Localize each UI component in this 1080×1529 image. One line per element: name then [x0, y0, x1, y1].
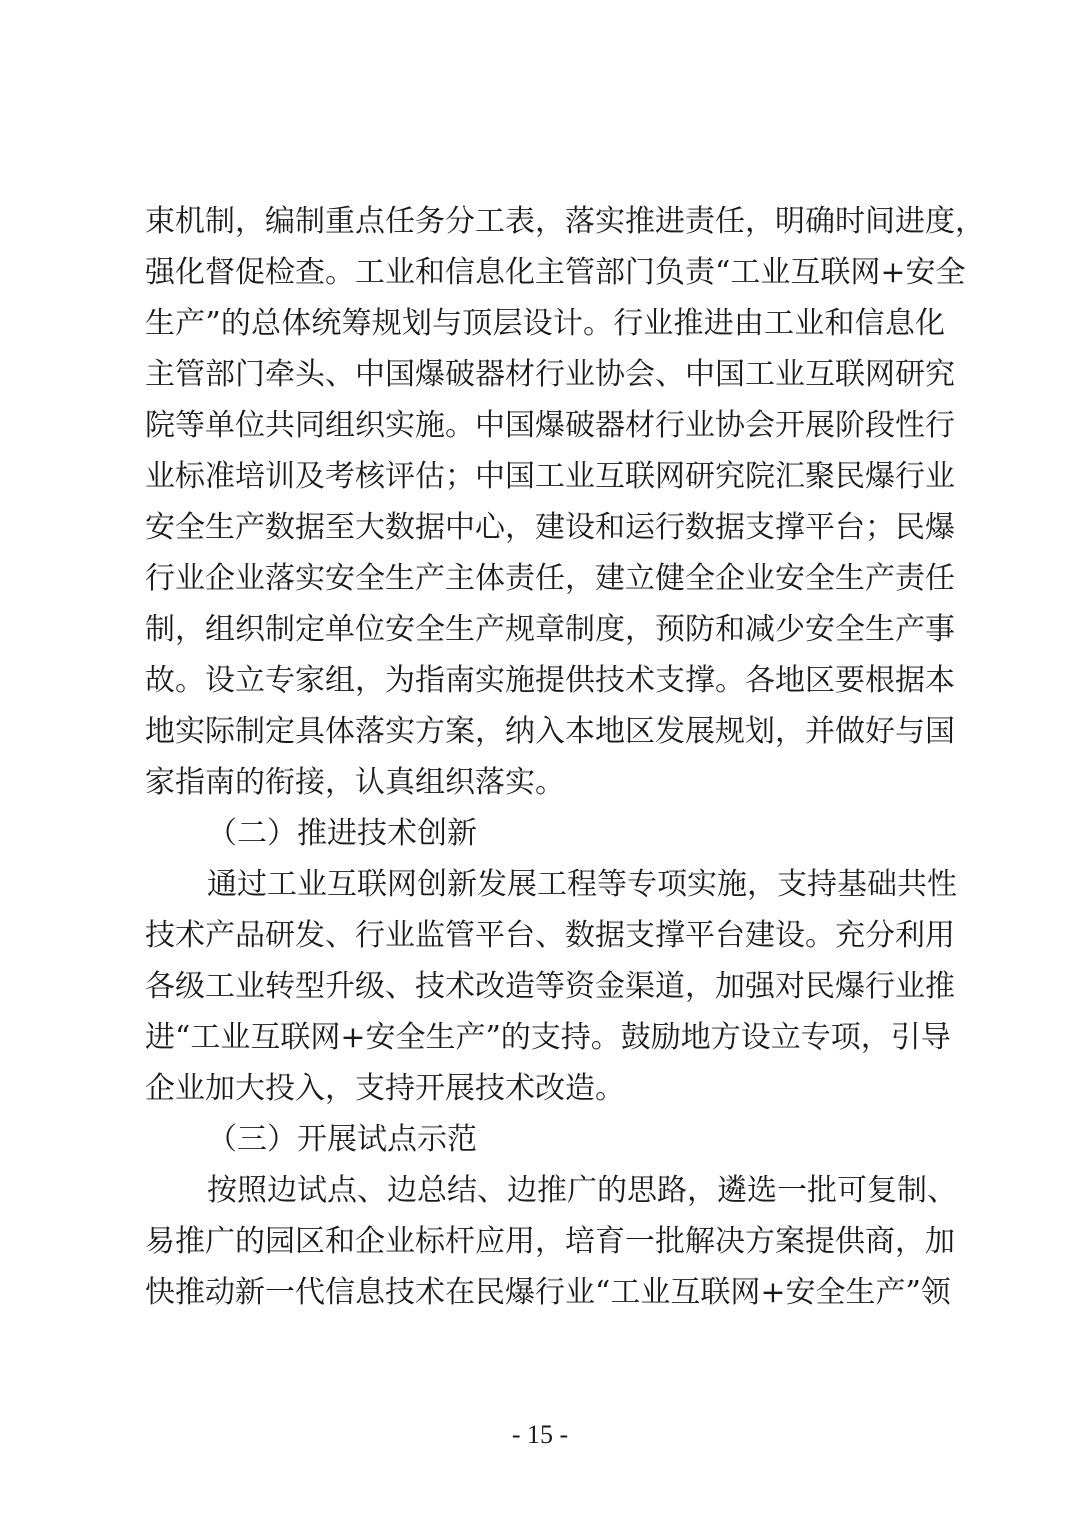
text-line: 快推动新一代信息技术在民爆行业“工业互联网+安全生产”领 [145, 1275, 951, 1310]
text-line: 技术产品研发、行业监管平台、数据支撑平台建设。充分利用 [145, 918, 955, 953]
text-line: 主管部门牵头、中国爆破器材行业协会、中国工业互联网研究 [145, 357, 955, 392]
text-line: 生产”的总体统筹规划与顶层设计。行业推进由工业和信息化 [145, 306, 945, 341]
text-line: 安全生产数据至大数据中心，建设和运行数据支撑平台；民爆 [145, 510, 955, 545]
text-line: 束机制，编制重点任务分工表，落实推进责任，明确时间进度， [145, 204, 985, 239]
text-line: 进“工业互联网+安全生产”的支持。鼓励地方设立专项，引导 [145, 1020, 951, 1055]
section-heading: （三）开展试点示范 [207, 1122, 477, 1157]
page-number: - 15 - [511, 1420, 569, 1449]
text-line: 家指南的衔接，认真组织落实。 [145, 765, 565, 800]
text-line: 制，组织制定单位安全生产规章制度，预防和减少安全生产事 [145, 612, 955, 647]
text-line: 业标准培训及考核评估；中国工业互联网研究院汇聚民爆行业 [145, 459, 955, 494]
text-line: 易推广的园区和企业标杆应用，培育一批解决方案提供商，加 [145, 1224, 955, 1259]
text-line: 故。设立专家组，为指南实施提供技术支撑。各地区要根据本 [145, 663, 955, 698]
text-line: 地实际制定具体落实方案，纳入本地区发展规划，并做好与国 [145, 714, 955, 749]
text-line: 强化督促检查。工业和信息化主管部门负责“工业互联网+安全 [145, 255, 966, 290]
text-line: 行业企业落实安全生产主体责任，建立健全企业安全生产责任 [145, 561, 955, 596]
text-line: 通过工业互联网创新发展工程等专项实施，支持基础共性 [207, 867, 957, 902]
section-heading: （二）推进技术创新 [207, 816, 477, 851]
text-line: 企业加大投入，支持开展技术改造。 [145, 1071, 625, 1106]
text-line: 按照边试点、边总结、边推广的思路，遴选一批可复制、 [207, 1173, 957, 1208]
text-line: 各级工业转型升级、技术改造等资金渠道，加强对民爆行业推 [145, 969, 955, 1004]
text-line: 院等单位共同组织实施。中国爆破器材行业协会开展阶段性行 [145, 408, 955, 443]
